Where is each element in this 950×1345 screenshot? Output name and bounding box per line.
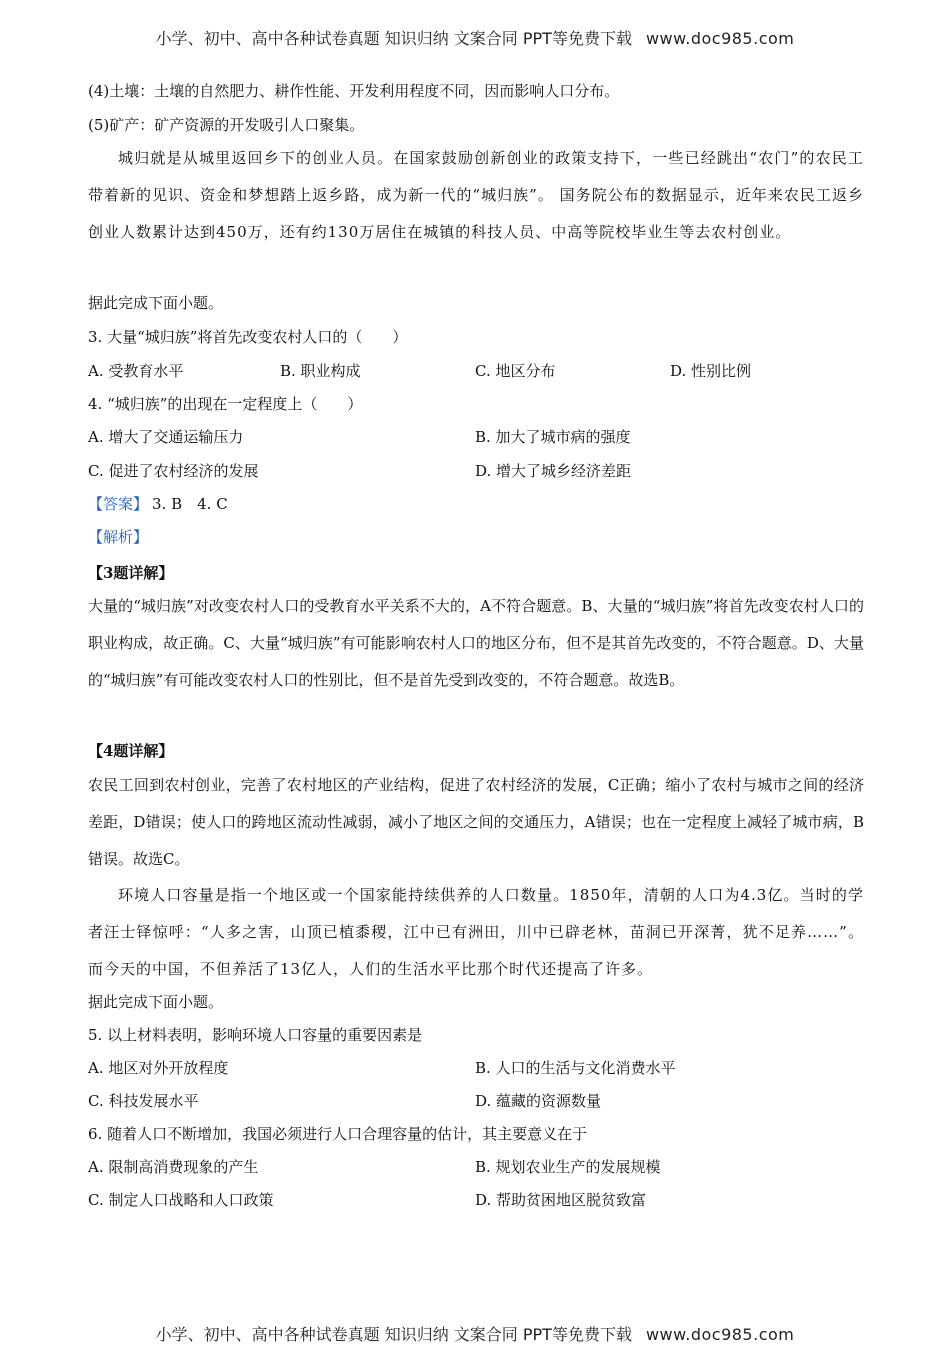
q3-option-a: A. 受教育水平 bbox=[88, 362, 184, 380]
page-footer bbox=[0, 1322, 950, 1345]
mineral-line: (5)矿产：矿产资源的开发吸引人口聚集。 bbox=[88, 116, 365, 134]
q6-option-c: C. 制定人口战略和人口政策 bbox=[88, 1191, 274, 1209]
answer-value: 3. B 4. C bbox=[152, 495, 228, 513]
analysis-label: 【解析】 bbox=[88, 528, 149, 546]
footer-url[interactable]: www.doc985.com bbox=[645, 1325, 795, 1344]
q5-option-b: B. 人口的生活与文化消费水平 bbox=[475, 1059, 676, 1077]
q3-detail-label: 【3题详解】 bbox=[88, 564, 174, 582]
q6-option-b: B. 规划农业生产的发展规模 bbox=[475, 1158, 661, 1176]
q5-option-c: C. 科技发展水平 bbox=[88, 1092, 199, 1110]
answer-row bbox=[88, 493, 228, 515]
q3-option-b: B. 职业构成 bbox=[280, 362, 361, 380]
q5-option-a: A. 地区对外开放程度 bbox=[88, 1059, 229, 1077]
passage-2: 环境人口容量是指一个地区或一个国家能持续供养的人口数量。1850年，清朝的人口为4.3亿。当时的学者汪士铎惊呼：“人多之害，山顶已植黍稷，江中已有洲田，川中已辟老林，苗洞已开深菁，犹不足养……”。而今天的中国，不但养活了13亿人，人们的生活水平比那个时代还提高了许多。 bbox=[88, 886, 864, 978]
q6-option-a: A. 限制高消费现象的产生 bbox=[88, 1158, 259, 1176]
instruction-1: 据此完成下面小题。 bbox=[88, 294, 224, 312]
q5-option-d: D. 蕴藏的资源数量 bbox=[475, 1092, 602, 1110]
footer-title: 小学、初中、高中各种试卷真题 知识归纳 文案合同 PPT等免费下载 bbox=[155, 1325, 632, 1344]
header-title: 小学、初中、高中各种试卷真题 知识归纳 文案合同 PPT等免费下载 bbox=[155, 29, 632, 48]
q4-detail: 农民工回到农村创业，完善了农村地区的产业结构，促进了农村经济的发展，C正确；缩小了农村与城市之间的经济差距，D错误；使人口的跨地区流动性减弱，减小了地区之间的交通压力，A错误；也在一定程度上减轻了城市病，B错误。故选C。 bbox=[88, 776, 864, 868]
page-header bbox=[0, 26, 950, 49]
question-3: 3. 大量“城归族”将首先改变农村人口的（ ） bbox=[88, 328, 408, 346]
q3-option-d: D. 性别比例 bbox=[670, 362, 752, 380]
q4-option-a: A. 增大了交通运输压力 bbox=[88, 428, 244, 446]
q3-detail: 大量的“城归族”对改变农村人口的受教育水平关系不大的，A不符合题意。B、大量的“城归族”将首先改变农村人口的职业构成，故正确。C、大量“城归族”有可能影响农村人口的地区分布，但不是其首先改变的，不符合题意。D、大量的“城归族”有可能改变农村人口的性别比，但不是首先受到改变的，不符合题意。故选B。 bbox=[88, 597, 864, 689]
question-4: 4. “城归族”的出现在一定程度上（ ） bbox=[88, 395, 363, 413]
q4-option-c: C. 促进了农村经济的发展 bbox=[88, 462, 259, 480]
header-url[interactable]: www.doc985.com bbox=[645, 29, 795, 48]
soil-line: (4)土壤：土壤的自然肥力、耕作性能、开发利用程度不同，因而影响人口分布。 bbox=[88, 82, 620, 100]
question-6: 6. 随着人口不断增加，我国必须进行人口合理容量的估计，其主要意义在于 bbox=[88, 1125, 588, 1143]
q6-option-d: D. 帮助贫困地区脱贫致富 bbox=[475, 1191, 647, 1209]
q4-detail-label: 【4题详解】 bbox=[88, 742, 174, 760]
q3-option-c: C. 地区分布 bbox=[475, 362, 556, 380]
answer-label: 【答案】 bbox=[88, 495, 149, 513]
instruction-2: 据此完成下面小题。 bbox=[88, 993, 224, 1011]
question-5: 5. 以上材料表明，影响环境人口容量的重要因素是 bbox=[88, 1026, 423, 1044]
q4-option-b: B. 加大了城市病的强度 bbox=[475, 428, 631, 446]
passage-1: 城归就是从城里返回乡下的创业人员。在国家鼓励创新创业的政策支持下，一些已经跳出“农门”的农民工带着新的见识、资金和梦想踏上返乡路，成为新一代的“城归族”。 国务院公布的数据显示，近年来农民工返乡创业人数累计达到450万，还有约130万居住在城镇的科技人员、中高等院校毕业生等去农村创业。 bbox=[88, 149, 864, 241]
q4-option-d: D. 增大了城乡经济差距 bbox=[475, 462, 632, 480]
